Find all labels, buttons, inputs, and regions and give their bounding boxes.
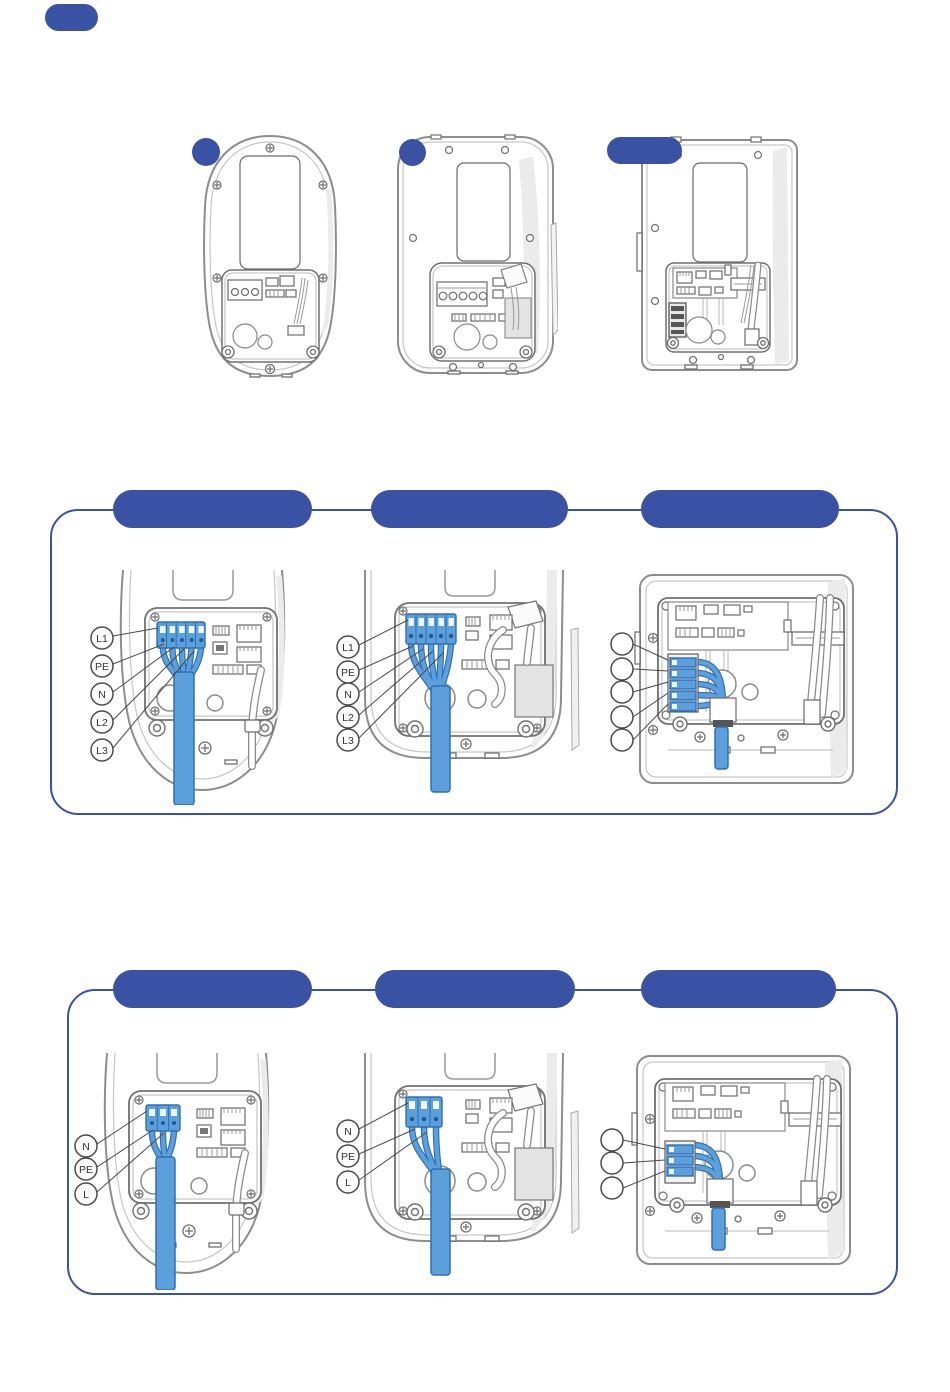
wire-label-n: N	[98, 689, 106, 701]
screen-cutout	[693, 163, 747, 262]
terminal-block	[665, 1141, 695, 1183]
wire-label-l1: L1	[96, 633, 108, 645]
wire-label-pe: PE	[340, 1151, 356, 1163]
wire-label-pe: PE	[340, 667, 356, 679]
wire-label-n: N	[344, 689, 352, 701]
terminal-block	[157, 622, 205, 648]
terminal-block	[669, 303, 686, 337]
device-c-three-phase-wiring	[598, 572, 870, 800]
device-c-overview	[633, 133, 803, 373]
device-c-body	[637, 137, 797, 370]
device-b-three-phase-wiring	[335, 570, 585, 805]
screen-cutout	[457, 163, 510, 261]
wire-label-l2: L2	[342, 712, 354, 724]
wire-label-l: L	[345, 1177, 351, 1189]
device-a-body	[204, 136, 336, 377]
terminal-block	[406, 614, 456, 644]
wire-label-l3: L3	[96, 745, 108, 757]
device-b-step-badge	[399, 139, 426, 166]
screen-cutout	[240, 156, 300, 269]
device-a-overview	[190, 128, 350, 383]
device-c-single-phase-wiring	[595, 1053, 867, 1290]
device-a-step-badge	[192, 138, 220, 166]
wire-label-pe: PE	[78, 1164, 94, 1176]
single-phase-header-2	[375, 970, 575, 1008]
device-a-single-phase-wiring	[65, 1053, 305, 1290]
three-phase-header-3	[641, 490, 839, 528]
single-phase-header-1	[113, 970, 312, 1008]
terminal-block	[668, 654, 698, 712]
wire-label-n: N	[344, 1126, 352, 1138]
device-b-body	[398, 135, 558, 374]
terminal-area	[437, 282, 487, 306]
wire-label-l2: L2	[96, 717, 108, 729]
device-b-single-phase-wiring	[335, 1053, 585, 1290]
terminal-area	[228, 280, 262, 300]
page-number-badge	[45, 4, 98, 31]
wire-label-l: L	[83, 1189, 89, 1201]
wire-label-l1: L1	[342, 642, 354, 654]
device-c-step-badge	[607, 137, 682, 164]
supply-cable	[152, 1131, 175, 1290]
device-b-overview	[393, 130, 558, 375]
wire-label-pe: PE	[94, 661, 110, 673]
three-phase-header-2	[371, 490, 568, 528]
single-phase-header-3	[641, 970, 836, 1008]
wire-label-n: N	[82, 1141, 90, 1153]
wire-label-l3: L3	[342, 735, 354, 747]
three-phase-header-1	[113, 490, 312, 528]
terminal-block	[146, 1105, 180, 1131]
terminal-block	[406, 1097, 442, 1127]
device-a-three-phase-wiring	[85, 570, 320, 805]
